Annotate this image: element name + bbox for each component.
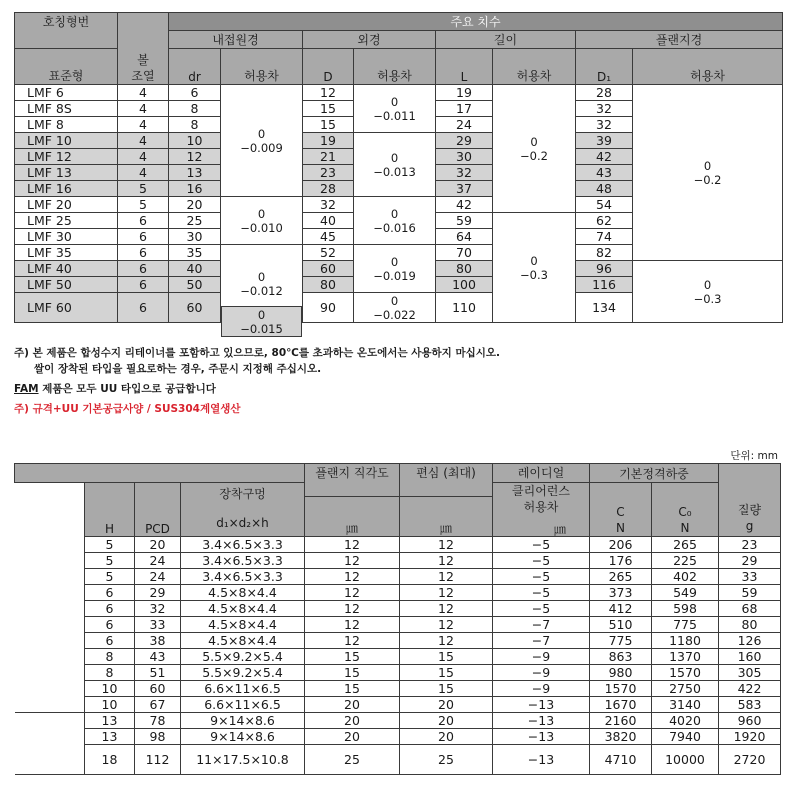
H-cell: 10 [85, 681, 135, 697]
radial-cell: −5 [493, 553, 590, 569]
perp-cell: 20 [305, 697, 400, 713]
balls-cell: 6 [118, 245, 169, 261]
mass-cell: 68 [719, 601, 781, 617]
H-cell: 5 [85, 553, 135, 569]
D1-cell: 116 [576, 277, 633, 293]
left-blank [15, 745, 85, 775]
C0-cell: 402 [652, 569, 719, 585]
PCD-cell: 78 [135, 713, 181, 729]
C0-cell: 10000 [652, 745, 719, 775]
perp-cell: 20 [305, 713, 400, 729]
balls-cell: 5 [118, 197, 169, 213]
PCD-cell: 67 [135, 697, 181, 713]
radial-cell: −5 [493, 601, 590, 617]
balls-cell: 6 [118, 213, 169, 229]
hole-cell: 3.4×6.5×3.3 [181, 537, 305, 553]
PCD-cell: 43 [135, 649, 181, 665]
H-cell: 5 [85, 537, 135, 553]
mass-cell: 1920 [719, 729, 781, 745]
ecc-cell: 20 [400, 729, 493, 745]
header-radial: 레이디얼 [493, 464, 590, 483]
hole-cell: 3.4×6.5×3.3 [181, 553, 305, 569]
hole-cell: 4.5×8×4.4 [181, 617, 305, 633]
ecc-cell: 12 [400, 553, 493, 569]
header-basic-load: 기본정격하중 [590, 464, 719, 483]
left-blank [15, 665, 85, 681]
D-tol-cell: 0 −0.019 [354, 245, 436, 293]
dr-cell: 10 [169, 133, 221, 149]
L-cell: 32 [436, 165, 493, 181]
left-blank [15, 601, 85, 617]
dr-cell: 40 [169, 261, 221, 277]
left-blank [15, 633, 85, 649]
perp-cell: 12 [305, 569, 400, 585]
balls-cell: 6 [118, 229, 169, 245]
ecc-cell: 15 [400, 649, 493, 665]
C-cell: 206 [590, 537, 652, 553]
H-cell: 18 [85, 745, 135, 775]
balls-cell: 4 [118, 117, 169, 133]
D1-cell: 48 [576, 181, 633, 197]
H-cell: 5 [85, 569, 135, 585]
unit-label: 단위: mm [730, 450, 778, 462]
L-cell: 17 [436, 101, 493, 117]
C-cell: 373 [590, 585, 652, 601]
dr-cell: 13 [169, 165, 221, 181]
mass-cell: 33 [719, 569, 781, 585]
D-cell: 12 [303, 85, 354, 101]
model-cell: LMF 8 [15, 117, 118, 133]
perp-cell: 15 [305, 649, 400, 665]
radial-cell: −9 [493, 649, 590, 665]
mass-cell: 80 [719, 617, 781, 633]
model-cell: LMF 6 [15, 85, 118, 101]
radial-clearance-label: 클리어런스 허용차 [512, 484, 570, 514]
balls-cell: 4 [118, 85, 169, 101]
hole-cell: 3.4×6.5×3.3 [181, 569, 305, 585]
mass-cell: 160 [719, 649, 781, 665]
C-cell: 176 [590, 553, 652, 569]
model-cell: LMF 10 [15, 133, 118, 149]
left-blank [15, 649, 85, 665]
PCD-cell: 20 [135, 537, 181, 553]
D-cell: 19 [303, 133, 354, 149]
ecc-cell: 12 [400, 633, 493, 649]
C-cell: 980 [590, 665, 652, 681]
L-cell: 19 [436, 85, 493, 101]
C-cell: 412 [590, 601, 652, 617]
ecc-cell: 12 [400, 569, 493, 585]
header-outer-diameter: 외경 [303, 31, 436, 49]
radial-cell: −9 [493, 681, 590, 697]
hole-cell: 5.5×9.2×5.4 [181, 665, 305, 681]
hole-cell: 6.6×11×6.5 [181, 697, 305, 713]
perp-cell: 15 [305, 681, 400, 697]
header-C: C N [590, 483, 652, 537]
header-mass: 질량 g [719, 464, 781, 537]
L-cell: 29 [436, 133, 493, 149]
header-length: 길이 [436, 31, 576, 49]
C-cell: 775 [590, 633, 652, 649]
header-dr: dr [169, 49, 221, 85]
model-cell: LMF 12 [15, 149, 118, 165]
left-blank [15, 553, 85, 569]
radial-cell: −5 [493, 569, 590, 585]
dr-cell: 50 [169, 277, 221, 293]
header-um-ecc: ㎛ [400, 497, 493, 537]
radial-cell: −13 [493, 713, 590, 729]
L-cell: 59 [436, 213, 493, 229]
hole-cell: 11×17.5×10.8 [181, 745, 305, 775]
D1-cell: 28 [576, 85, 633, 101]
balls-cell: 4 [118, 133, 169, 149]
C-cell: 863 [590, 649, 652, 665]
D-cell: 15 [303, 117, 354, 133]
L-cell: 110 [436, 293, 493, 323]
D-tol-cell: 0 −0.013 [354, 133, 436, 197]
D1-cell: 32 [576, 117, 633, 133]
D1-cell: 43 [576, 165, 633, 181]
D1-cell: 54 [576, 197, 633, 213]
header-dr-tol: 허용차 [221, 49, 303, 85]
D1-cell: 96 [576, 261, 633, 277]
mass-cell: 960 [719, 713, 781, 729]
ecc-cell: 25 [400, 745, 493, 775]
H-cell: 8 [85, 665, 135, 681]
model-cell: LMF 30 [15, 229, 118, 245]
radial-cell: −5 [493, 537, 590, 553]
D-cell: 45 [303, 229, 354, 245]
left-blank [15, 537, 85, 553]
perp-cell: 15 [305, 665, 400, 681]
ecc-cell: 12 [400, 537, 493, 553]
header-D1: D₁ [576, 49, 633, 85]
header-H: H [85, 483, 135, 537]
H-cell: 6 [85, 633, 135, 649]
radial-cell: −9 [493, 665, 590, 681]
left-blank [15, 713, 85, 729]
perp-cell: 12 [305, 617, 400, 633]
left-blank [15, 569, 85, 585]
header-model-group: 호칭형번 [15, 13, 118, 49]
balls-cell: 4 [118, 101, 169, 117]
C0-cell: 265 [652, 537, 719, 553]
ecc-cell: 20 [400, 713, 493, 729]
perp-cell: 12 [305, 601, 400, 617]
mass-cell: 583 [719, 697, 781, 713]
C0-cell: 225 [652, 553, 719, 569]
C0-cell: 1180 [652, 633, 719, 649]
header-L-tol: 허용차 [493, 49, 576, 85]
header-flange-perp: 플랜지 직각도 [305, 464, 400, 497]
note-line-3-text: 제품은 모두 UU 타입으로 공급합니다 [38, 383, 216, 395]
C-cell: 2160 [590, 713, 652, 729]
model-cell: LMF 25 [15, 213, 118, 229]
D1-cell: 32 [576, 101, 633, 117]
PCD-cell: 32 [135, 601, 181, 617]
mount-hole-label: 장착구멍 [219, 487, 266, 501]
D-cell: 21 [303, 149, 354, 165]
spec-table-mounting-load [14, 463, 781, 775]
fam-label: FAM [14, 383, 39, 395]
dr-cell: 16 [169, 181, 221, 197]
model-cell: LMF 35 [15, 245, 118, 261]
perp-cell: 12 [305, 585, 400, 601]
radial-cell: −5 [493, 585, 590, 601]
D-cell: 90 [303, 293, 354, 323]
C0-cell: 775 [652, 617, 719, 633]
C0-cell: 1370 [652, 649, 719, 665]
header-flange-diameter: 플랜지경 [576, 31, 783, 49]
dr-cell: 30 [169, 229, 221, 245]
hole-cell: 9×14×8.6 [181, 729, 305, 745]
D-cell: 32 [303, 197, 354, 213]
header-um-radial: ㎛ [553, 522, 566, 536]
hole-cell: 4.5×8×4.4 [181, 633, 305, 649]
L-cell: 30 [436, 149, 493, 165]
L-cell: 64 [436, 229, 493, 245]
radial-cell: −7 [493, 617, 590, 633]
L-tol-cell: 0 −0.2 [493, 85, 576, 213]
H-cell: 8 [85, 649, 135, 665]
L-cell: 100 [436, 277, 493, 293]
spec-table-dimensions [14, 12, 783, 323]
PCD-cell: 51 [135, 665, 181, 681]
hole-dims-label: d₁×d₂×h [216, 516, 269, 530]
PCD-cell: 38 [135, 633, 181, 649]
D-cell: 23 [303, 165, 354, 181]
C-cell: 265 [590, 569, 652, 585]
D-cell: 15 [303, 101, 354, 117]
L-cell: 24 [436, 117, 493, 133]
header-D: D [303, 49, 354, 85]
mass-cell: 23 [719, 537, 781, 553]
header-left-blank [15, 483, 85, 537]
perp-cell: 12 [305, 537, 400, 553]
C0-cell: 3140 [652, 697, 719, 713]
dr-tol-cell: 0 −0.012 [221, 245, 303, 323]
D-cell: 40 [303, 213, 354, 229]
D1-cell: 82 [576, 245, 633, 261]
hole-cell: 4.5×8×4.4 [181, 601, 305, 617]
ecc-cell: 20 [400, 697, 493, 713]
radial-cell: −13 [493, 697, 590, 713]
C0-cell: 549 [652, 585, 719, 601]
balls-cell: 5 [118, 181, 169, 197]
C0-cell: 7940 [652, 729, 719, 745]
H-cell: 6 [85, 585, 135, 601]
PCD-cell: 98 [135, 729, 181, 745]
PCD-cell: 33 [135, 617, 181, 633]
D-cell: 52 [303, 245, 354, 261]
C-cell: 1670 [590, 697, 652, 713]
hole-cell: 6.6×11×6.5 [181, 681, 305, 697]
C-cell: 1570 [590, 681, 652, 697]
left-blank [15, 617, 85, 633]
PCD-cell: 24 [135, 569, 181, 585]
C0-cell: 2750 [652, 681, 719, 697]
note-line-2: 쌀이 장착된 타입을 필요로하는 경우, 주문시 지정해 주십시오. [34, 363, 322, 375]
L-cell: 37 [436, 181, 493, 197]
model-cell: LMF 20 [15, 197, 118, 213]
L-cell: 70 [436, 245, 493, 261]
mass-cell: 29 [719, 553, 781, 569]
hole-cell: 5.5×9.2×5.4 [181, 649, 305, 665]
header-eccentric: 편심 (최대) [400, 464, 493, 497]
D1-cell: 39 [576, 133, 633, 149]
note-line-4: 주) 규격+UU 기본공급사양 / SUS304계열생산 [14, 403, 241, 415]
H-cell: 13 [85, 713, 135, 729]
D1-cell: 134 [576, 293, 633, 323]
D-cell: 60 [303, 261, 354, 277]
L-cell: 80 [436, 261, 493, 277]
balls-cell: 4 [118, 149, 169, 165]
hole-cell: 9×14×8.6 [181, 713, 305, 729]
radial-cell: −7 [493, 633, 590, 649]
C-cell: 4710 [590, 745, 652, 775]
PCD-cell: 60 [135, 681, 181, 697]
PCD-cell: 24 [135, 553, 181, 569]
D1-cell: 74 [576, 229, 633, 245]
L-cell: 42 [436, 197, 493, 213]
ecc-cell: 15 [400, 681, 493, 697]
balls-cell: 6 [118, 293, 169, 323]
perp-cell: 25 [305, 745, 400, 775]
header-mount-hole [181, 483, 305, 537]
header-D-tol: 허용차 [354, 49, 436, 85]
dr-cell: 20 [169, 197, 221, 213]
header-um-perp: ㎛ [305, 497, 400, 537]
dr-tol-cell: 0 −0.009 [221, 85, 303, 197]
header-standard: 표준형 [15, 49, 118, 85]
C-cell: 510 [590, 617, 652, 633]
mass-cell: 59 [719, 585, 781, 601]
model-cell: LMF 50 [15, 277, 118, 293]
D1-cell: 42 [576, 149, 633, 165]
header-D1-tol: 허용차 [633, 49, 783, 85]
dr-cell: 60 [169, 293, 221, 323]
dr-tol-cell: 0 −0.015 [221, 306, 302, 337]
H-cell: 13 [85, 729, 135, 745]
D-tol-cell: 0 −0.016 [354, 197, 436, 245]
mass-cell: 305 [719, 665, 781, 681]
header-C0: C₀ N [652, 483, 719, 537]
C0-cell: 4020 [652, 713, 719, 729]
header-L: L [436, 49, 493, 85]
left-blank [15, 585, 85, 601]
D1-cell: 62 [576, 213, 633, 229]
ecc-cell: 12 [400, 617, 493, 633]
ecc-cell: 12 [400, 601, 493, 617]
perp-cell: 20 [305, 729, 400, 745]
radial-cell: −13 [493, 729, 590, 745]
left-blank [15, 697, 85, 713]
C0-cell: 1570 [652, 665, 719, 681]
model-cell: LMF 60 [15, 293, 118, 323]
radial-cell: −13 [493, 745, 590, 775]
H-cell: 6 [85, 617, 135, 633]
D1-tol-cell: 0 −0.2 [633, 85, 783, 261]
D-tol-cell: 0 −0.011 [354, 85, 436, 133]
dr-tol-cell: 0 −0.010 [221, 197, 303, 245]
balls-cell: 4 [118, 165, 169, 181]
dr-cell: 6 [169, 85, 221, 101]
note-line-1: 주) 본 제품은 합성수지 리테이너를 포함하고 있으므로, 80℃를 초과하는 온도에서는 사용하지 마십시오. [14, 347, 501, 359]
D1-tol-cell: 0 −0.3 [633, 261, 783, 323]
PCD-cell: 112 [135, 745, 181, 775]
model-cell: LMF 16 [15, 181, 118, 197]
header-inner-diameter: 내접원경 [169, 31, 303, 49]
D-tol-cell: 0 −0.022 [354, 293, 436, 323]
balls-cell: 6 [118, 261, 169, 277]
left-blank [15, 729, 85, 745]
ecc-cell: 15 [400, 665, 493, 681]
C-cell: 3820 [590, 729, 652, 745]
dr-cell: 8 [169, 101, 221, 117]
PCD-cell: 29 [135, 585, 181, 601]
dr-cell: 12 [169, 149, 221, 165]
dr-cell: 8 [169, 117, 221, 133]
header-main-dims: 주요 치수 [169, 13, 783, 31]
header-balls: 볼 조열 [118, 13, 169, 85]
mass-cell: 126 [719, 633, 781, 649]
H-cell: 6 [85, 601, 135, 617]
L-tol-cell: 0 −0.3 [493, 213, 576, 323]
dr-cell: 25 [169, 213, 221, 229]
mass-cell: 422 [719, 681, 781, 697]
header-PCD: PCD [135, 483, 181, 537]
model-cell: LMF 40 [15, 261, 118, 277]
note-line-3 [14, 381, 216, 396]
mass-cell: 2720 [719, 745, 781, 775]
C0-cell: 598 [652, 601, 719, 617]
hole-cell: 4.5×8×4.4 [181, 585, 305, 601]
header-blank [15, 464, 305, 483]
D-cell: 80 [303, 277, 354, 293]
perp-cell: 12 [305, 633, 400, 649]
model-cell: LMF 8S [15, 101, 118, 117]
H-cell: 10 [85, 697, 135, 713]
ecc-cell: 12 [400, 585, 493, 601]
left-blank [15, 681, 85, 697]
D-cell: 28 [303, 181, 354, 197]
perp-cell: 12 [305, 553, 400, 569]
dr-cell: 35 [169, 245, 221, 261]
balls-cell: 6 [118, 277, 169, 293]
model-cell: LMF 13 [15, 165, 118, 181]
